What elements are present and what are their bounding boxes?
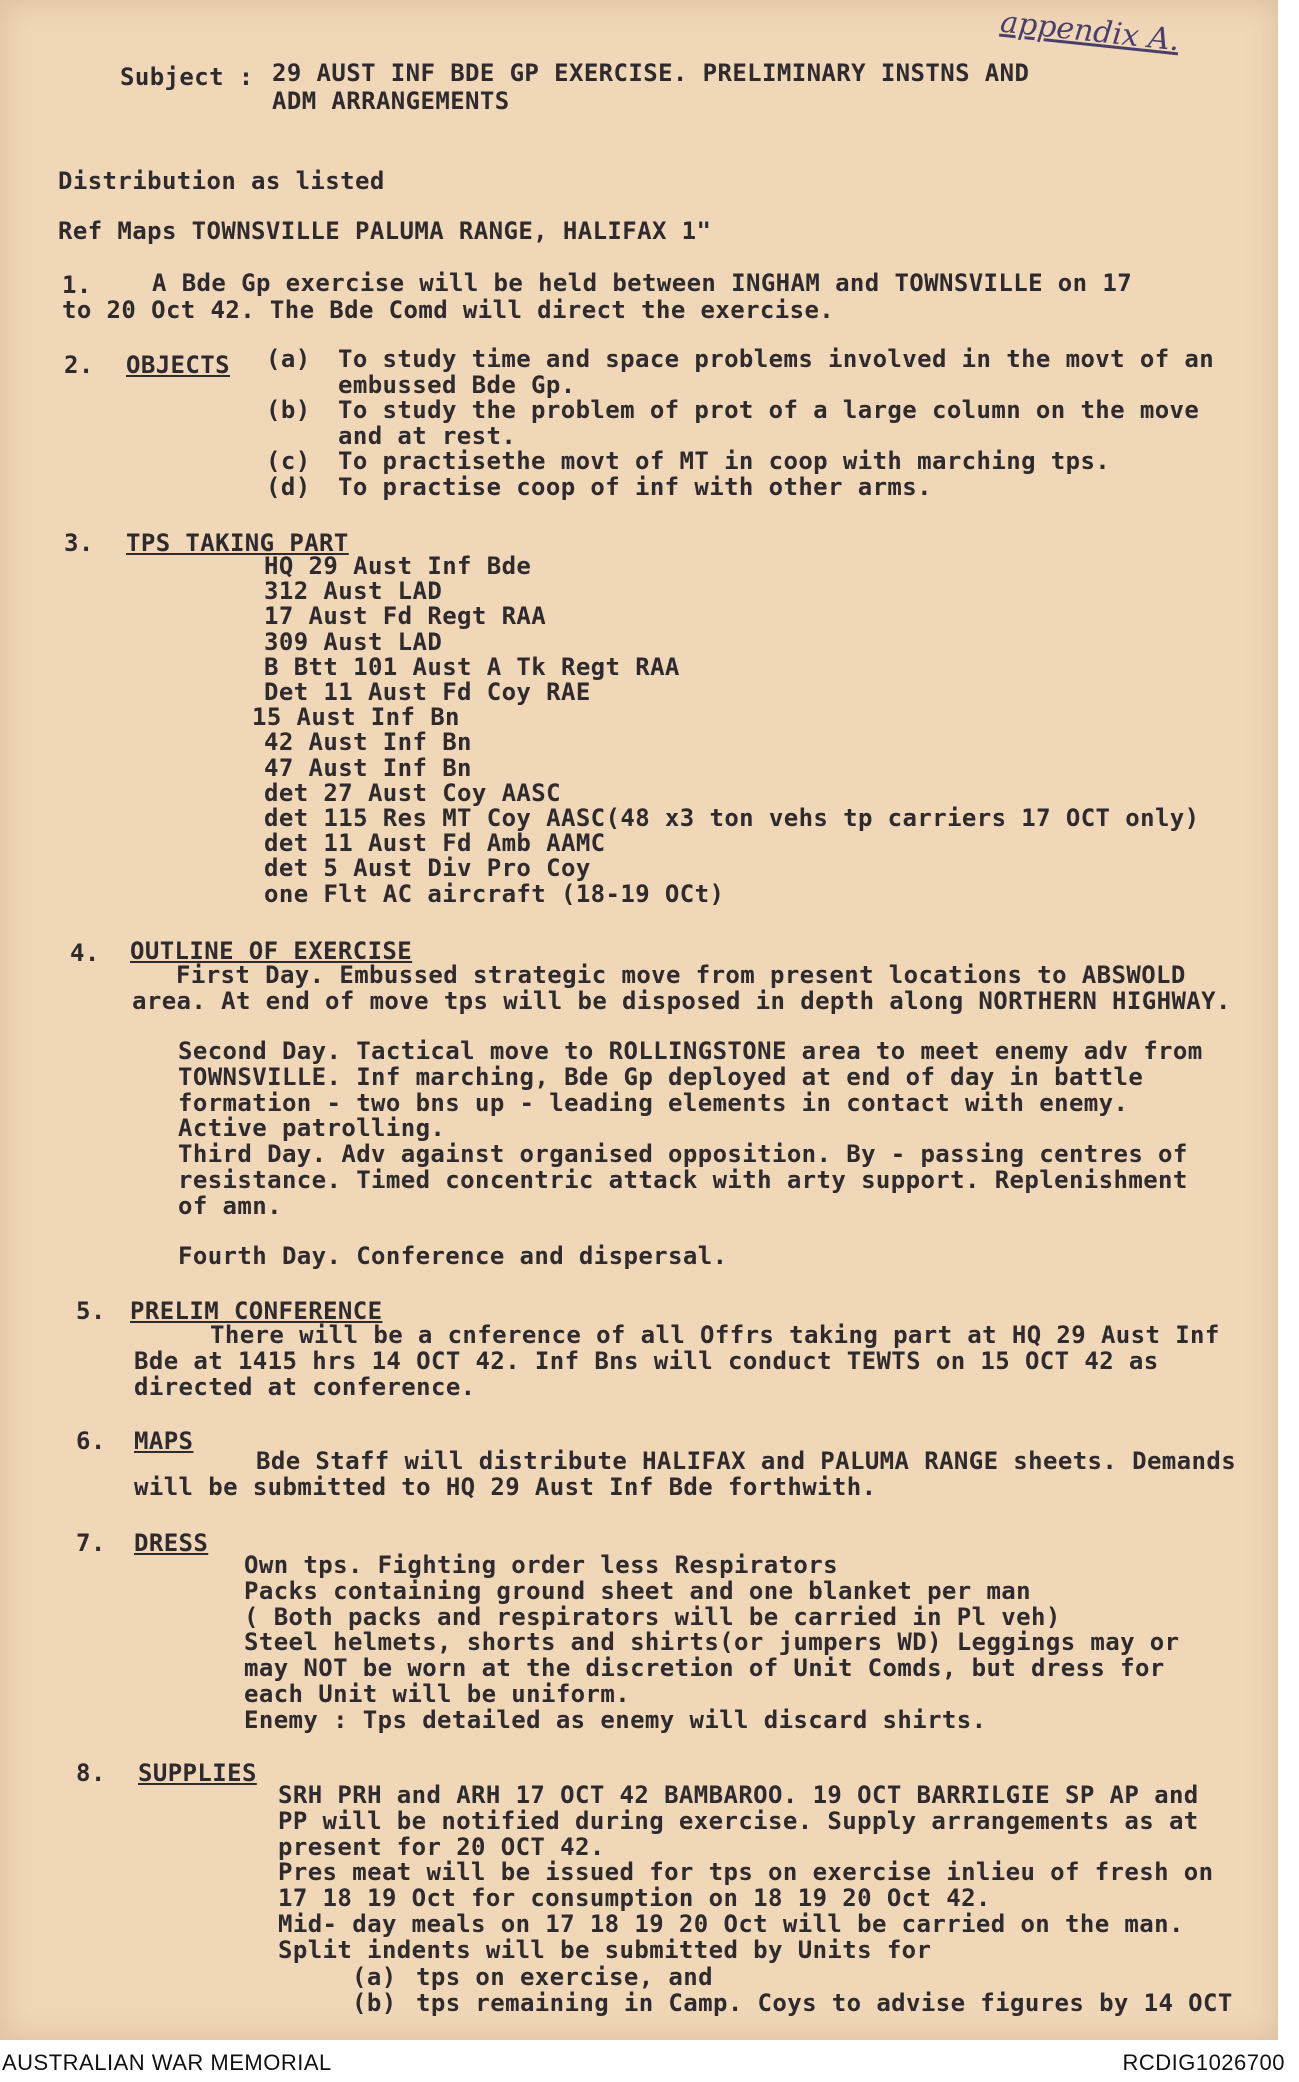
para-4-day-line: Second Day. Tactical move to ROLLINGSTONE area to meet enemy adv from <box>178 1037 1203 1065</box>
para-6-line-1: Bde Staff will distribute HALIFAX and PALUMA RANGE sheets. Demands <box>256 1447 1237 1475</box>
para-6-heading: MAPS <box>134 1427 194 1455</box>
subject-line-2: ADM ARRANGEMENTS <box>272 87 510 115</box>
object-line: and at rest. <box>338 421 517 450</box>
troop-item: 309 Aust LAD <box>264 627 443 656</box>
supplies-line: 17 18 19 Oct for consumption on 18 19 20 Oct 42. <box>278 1884 991 1913</box>
para-1-line-2: to 20 Oct 42. The Bde Comd will direct the exercise. <box>62 296 835 324</box>
dress-line: Own tps. Fighting order less Respirators <box>244 1551 838 1579</box>
para-7-heading: DRESS <box>134 1529 209 1557</box>
troop-item: B Btt 101 Aust A Tk Regt RAA <box>264 652 680 681</box>
object-line: To practise coop of inf with other arms. <box>338 472 932 501</box>
troop-item: HQ 29 Aust Inf Bde <box>264 552 532 580</box>
para-3-heading: TPS TAKING PART <box>126 529 349 557</box>
dress-line: Packs containing ground sheet and one blanket per man <box>244 1576 1032 1605</box>
supplies-line: Pres meat will be issued for tps on exercise inlieu of fresh on <box>278 1858 1214 1887</box>
para-4-day-line: formation - two bns up - leading elements in contact with enemy. <box>178 1088 1129 1117</box>
para-5-line-3: directed at conference. <box>134 1373 476 1401</box>
para-2-number: 2. <box>64 351 94 379</box>
ref-maps-line: Ref Maps TOWNSVILLE PALUMA RANGE, HALIFAX 1" <box>58 217 712 245</box>
supplies-sub-letter: (b) <box>352 1988 397 2017</box>
para-3-number: 3. <box>64 529 94 557</box>
para-4-day-line: resistance. Timed concentric attack with arty support. Replenishment <box>178 1166 1188 1194</box>
para-2-heading: OBJECTS <box>126 351 230 379</box>
supplies-line: Split indents will be submitted by Units for <box>278 1935 932 1964</box>
footer-record-id: RCDIG1026700 <box>1122 2050 1285 2075</box>
para-5-number: 5. <box>76 1297 106 1325</box>
object-letter: (a) <box>266 345 311 373</box>
troop-item: 312 Aust LAD <box>264 577 443 606</box>
subject-label: Subject : <box>120 63 254 91</box>
para-4-day-line: TOWNSVILLE. Inf marching, Bde Gp deployed at end of day in battle <box>178 1062 1144 1091</box>
dress-line: each Unit will be uniform. <box>244 1680 631 1708</box>
para-4-day-4: Fourth Day. Conference and dispersal. <box>178 1242 728 1270</box>
object-letter: (c) <box>266 447 311 475</box>
para-5-line-1: There will be a cnference of all Offrs taking part at HQ 29 Aust Inf <box>210 1321 1220 1349</box>
para-1-number: 1. <box>62 271 92 299</box>
para-4-day-line: of amn. <box>178 1191 282 1220</box>
para-5-heading: PRELIM CONFERENCE <box>130 1297 383 1325</box>
para-6-number: 6. <box>76 1427 106 1455</box>
supplies-sub-letter: (a) <box>352 1963 397 1991</box>
object-letter: (d) <box>266 472 311 501</box>
para-1-line-1: A Bde Gp exercise will be held between INGHAM and TOWNSVILLE on 17 <box>152 269 1133 297</box>
supplies-line: PP will be notified during exercise. Supply arrangements as at <box>278 1806 1199 1835</box>
dress-line: ( Both packs and respirators will be carried in Pl veh) <box>244 1602 1061 1631</box>
dress-line: Steel helmets, shorts and shirts(or jumpers WD) Leggings may or <box>244 1628 1180 1657</box>
supplies-line: Mid- day meals on 17 18 19 20 Oct will be carried on the man. <box>278 1910 1184 1938</box>
object-letter: (b) <box>266 396 311 424</box>
para-4-day-line: Third Day. Adv against organised opposition. By - passing centres of <box>178 1140 1188 1169</box>
para-4-day-line: Active patrolling. <box>178 1114 446 1143</box>
para-4-line-2: area. At end of move tps will be disposed in depth along NORTHERN HIGHWAY. <box>132 987 1231 1015</box>
object-line: embussed Bde Gp. <box>338 370 576 399</box>
para-8-heading: SUPPLIES <box>138 1759 257 1787</box>
subject-line-1: 29 AUST INF BDE GP EXERCISE. PRELIMINARY INSTNS AND <box>272 59 1030 87</box>
troop-item: one Flt AC aircraft (18-19 OCt) <box>264 879 725 908</box>
troop-item: det 5 Aust Div Pro Coy <box>264 854 591 883</box>
troop-item: det 115 Res MT Coy AASC(48 x3 ton vehs tp carriers 17 OCT only) <box>264 804 1200 832</box>
supplies-line: SRH PRH and ARH 17 OCT 42 BAMBAROO. 19 OCT BARRILGIE SP AP and <box>278 1781 1199 1809</box>
object-line: To study time and space problems involved in the movt of an <box>338 345 1215 373</box>
troop-item: Det 11 Aust Fd Coy RAE <box>264 678 591 706</box>
troop-item: 47 Aust Inf Bn <box>264 753 472 782</box>
object-line: To practisethe movt of MT in coop with marching tps. <box>338 447 1111 475</box>
troop-item: 17 Aust Fd Regt RAA <box>264 602 547 631</box>
dress-line: may NOT be worn at the discretion of Unit Comds, but dress for <box>244 1654 1165 1683</box>
para-4-line-1: First Day. Embussed strategic move from present locations to ABSWOLD <box>176 961 1186 989</box>
footer-archive-name: AUSTRALIAN WAR MEMORIAL <box>2 2050 332 2075</box>
para-7-number: 7. <box>76 1529 106 1557</box>
para-4-number: 4. <box>70 939 100 967</box>
para-8-number: 8. <box>76 1759 106 1787</box>
para-6-line-2: will be submitted to HQ 29 Aust Inf Bde forthwith. <box>134 1473 877 1501</box>
supplies-line: present for 20 OCT 42. <box>278 1832 605 1861</box>
object-line: To study the problem of prot of a large column on the move <box>338 396 1200 424</box>
troop-item: 15 Aust Inf Bn <box>252 703 460 732</box>
para-4-heading: OUTLINE OF EXERCISE <box>130 937 413 965</box>
dress-line: Enemy : Tps detailed as enemy will discard shirts. <box>244 1705 987 1734</box>
para-5-line-2: Bde at 1415 hrs 14 OCT 42. Inf Bns will conduct TEWTS on 15 OCT 42 as <box>134 1347 1159 1375</box>
handwritten-annotation: appendix A. <box>998 4 1182 59</box>
troop-item: 42 Aust Inf Bn <box>264 728 472 757</box>
distribution-line: Distribution as listed <box>58 167 385 195</box>
troop-item: det 11 Aust Fd Amb AAMC <box>264 829 606 858</box>
supplies-sub-text: tps remaining in Camp. Coys to advise figures by 14 OCT <box>416 1988 1233 2017</box>
supplies-sub-text: tps on exercise, and <box>416 1963 713 1991</box>
troop-item: det 27 Aust Coy AASC <box>264 778 561 807</box>
